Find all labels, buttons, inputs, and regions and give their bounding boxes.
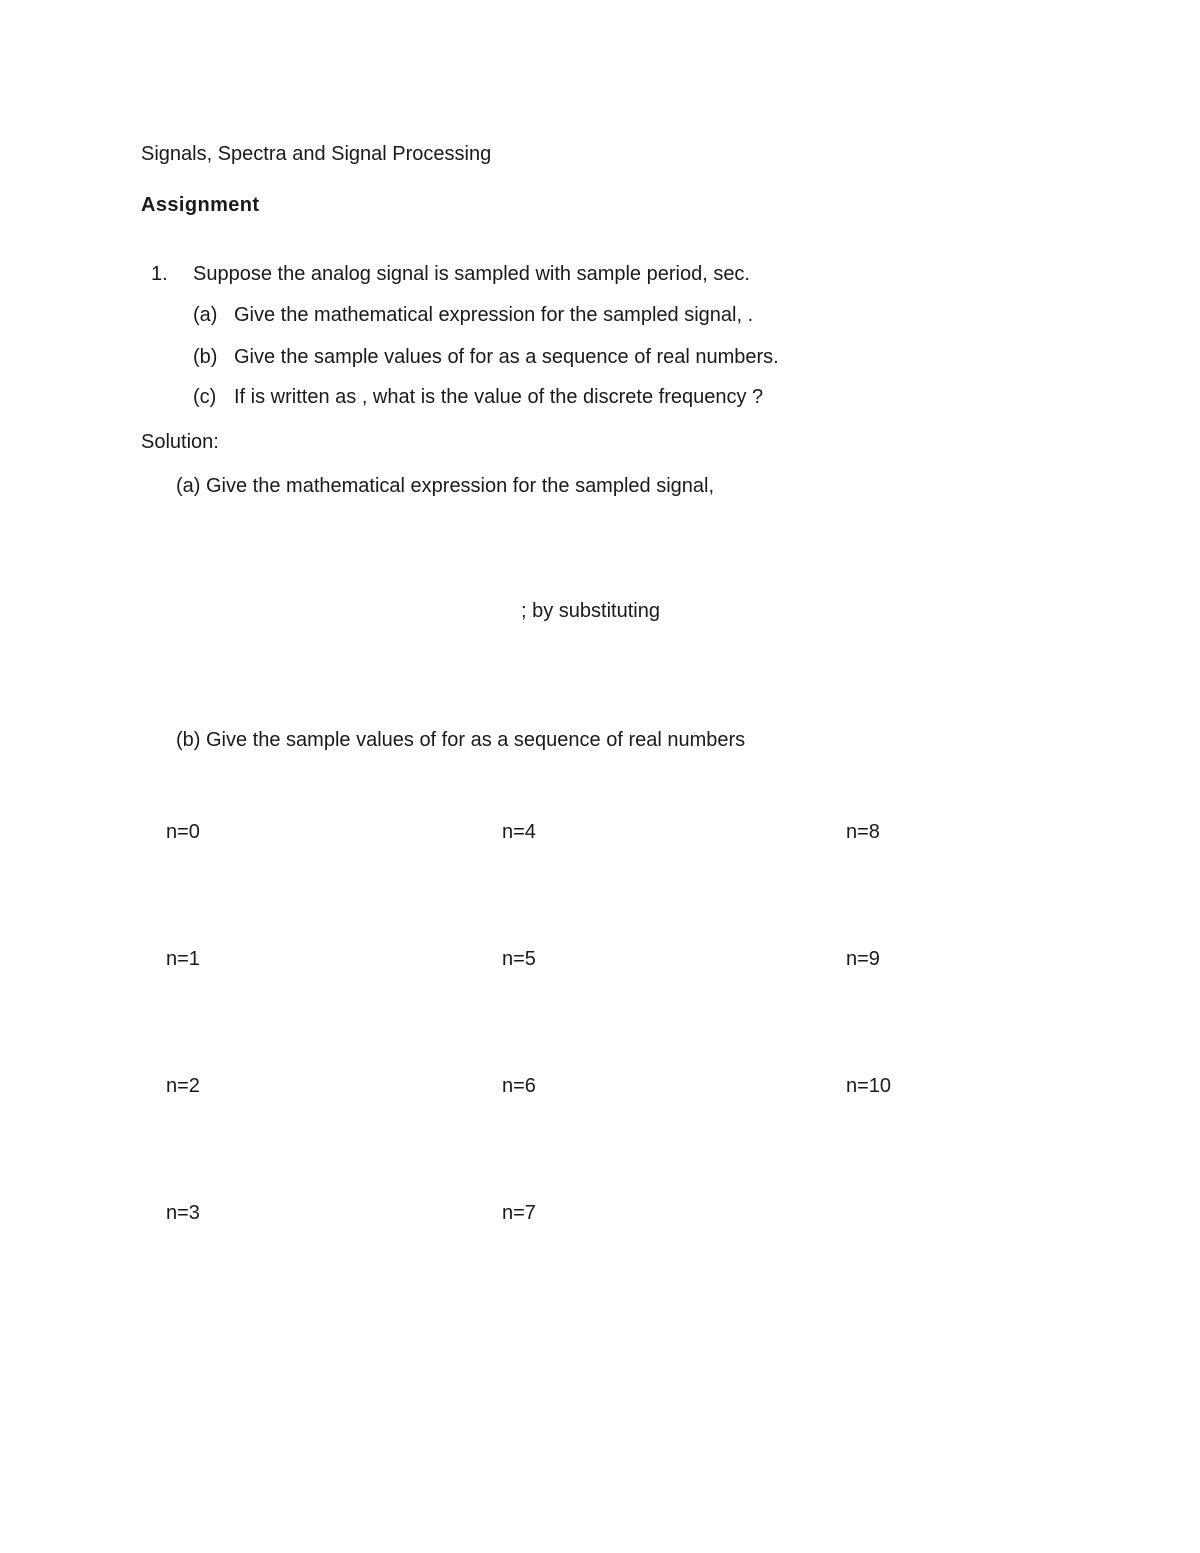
sample-label: n=1 [166, 948, 200, 970]
sample-label: n=0 [166, 821, 200, 843]
part-a-label: (a) [193, 304, 218, 326]
part-c-label: (c) [193, 386, 217, 408]
sample-label: n=10 [846, 1075, 892, 1097]
sample-label: n=6 [502, 1075, 536, 1097]
assignment-heading: Assignment [141, 194, 260, 216]
part-b-label: (b) [193, 346, 218, 368]
sample-label: n=7 [502, 1202, 536, 1224]
sample-label: n=5 [502, 948, 536, 970]
part-b-text: Give the sample values of for as a sequence of real numbers. [234, 346, 779, 368]
sample-label: n=2 [166, 1075, 200, 1097]
sample-label: n=3 [166, 1202, 200, 1224]
solution-label: Solution: [141, 431, 219, 453]
substitution-note: ; by substituting [521, 600, 660, 622]
solution-part-b: (b) Give the sample values of for as a sequence of real numbers [176, 729, 746, 751]
question-number: 1. [151, 263, 168, 285]
part-a-text: Give the mathematical expression for the sampled signal, . [234, 304, 754, 326]
document-title: Signals, Spectra and Signal Processing [141, 143, 492, 165]
sample-label: n=9 [846, 948, 880, 970]
sample-label: n=4 [502, 821, 536, 843]
sample-label: n=8 [846, 821, 880, 843]
question-text: Suppose the analog signal is sampled with sample period, sec. [193, 263, 750, 285]
solution-part-a: (a) Give the mathematical expression for the sampled signal, [176, 475, 715, 497]
part-c-text: If is written as , what is the value of the discrete frequency ? [234, 386, 764, 408]
